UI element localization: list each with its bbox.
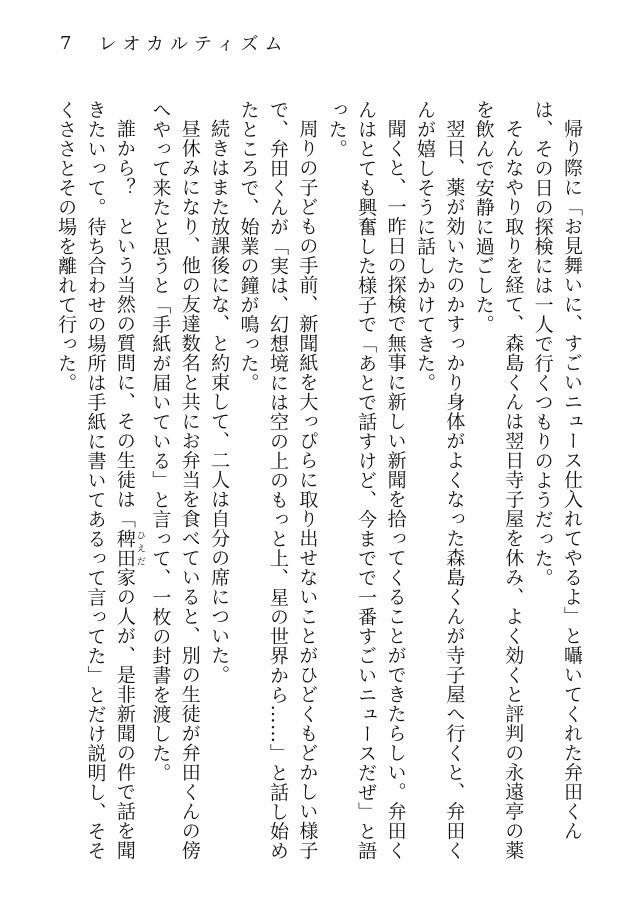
chapter-title: レオカルティズム (98, 34, 289, 55)
vertical-text-body (46, 100, 586, 870)
paragraph-1: 帰り際に「お見舞いに、すごいニュース仕入れてやるよ」と囁いてくれた弁田くんは、その日の探検には一人で行くつもりのようだった。 (531, 100, 583, 841)
paragraph-4: 聞くと、一昨日の探検で無事に新しい新聞を拾ってくることができたらしい。弁田くんはとても興奮した様子で「あとで話すけど、今までで一番すごいニュースだぜ」と語った。 (325, 100, 407, 861)
paragraph-8-part-1: 誰から？ という当然の質問に、その生徒は「 (113, 119, 136, 529)
paragraph-8-part-2: 家の人が、是非新聞の件で話を聞きたいって。待ち合わせの場所は手紙に書いてあるって言ってた」とだけ説明し、そそくささとその場を離れて行った。 (55, 100, 136, 861)
page-number: 7 (60, 32, 73, 54)
paragraph-2: そんなやり取りを経て、森島くんは翌日寺子屋を休み、よく効くと評判の永遠亭の薬を飲んで安静に過ごした。 (472, 100, 525, 860)
paragraph-8 (51, 100, 145, 870)
paragraph-7: 昼休みになり、他の友達数名と共にお弁当を食べていると、別の生徒が弁田くんの傍へやって来たと思うと「手紙が届いている」と言って、一枚の封書を渡した。 (149, 100, 201, 860)
paragraph-5: 周りの子どもの手前、新聞紙を大っぴらに取り出せないことがひどくもどかしい様子で、弁田くんが「実は、幻想境には空の上のもっと上、星の世界から……」と話し始めたところで、始業の鐘が鳴った。 (237, 100, 319, 861)
ruby-hieda (113, 528, 145, 568)
ruby-reading: ひえだ (134, 528, 145, 568)
paragraph-6: 続きはまた放課後にな、と約束して、二人は自分の席についた。 (208, 119, 231, 685)
ruby-base: 稗田 (113, 528, 136, 568)
paragraph-3: 翌日、薬が効いたのかすっかり身体がよくなった森島くんが寺子屋へ行くと、弁田くんが嬉しそうに話しかけてきた。 (413, 100, 466, 860)
page-header (60, 30, 288, 56)
